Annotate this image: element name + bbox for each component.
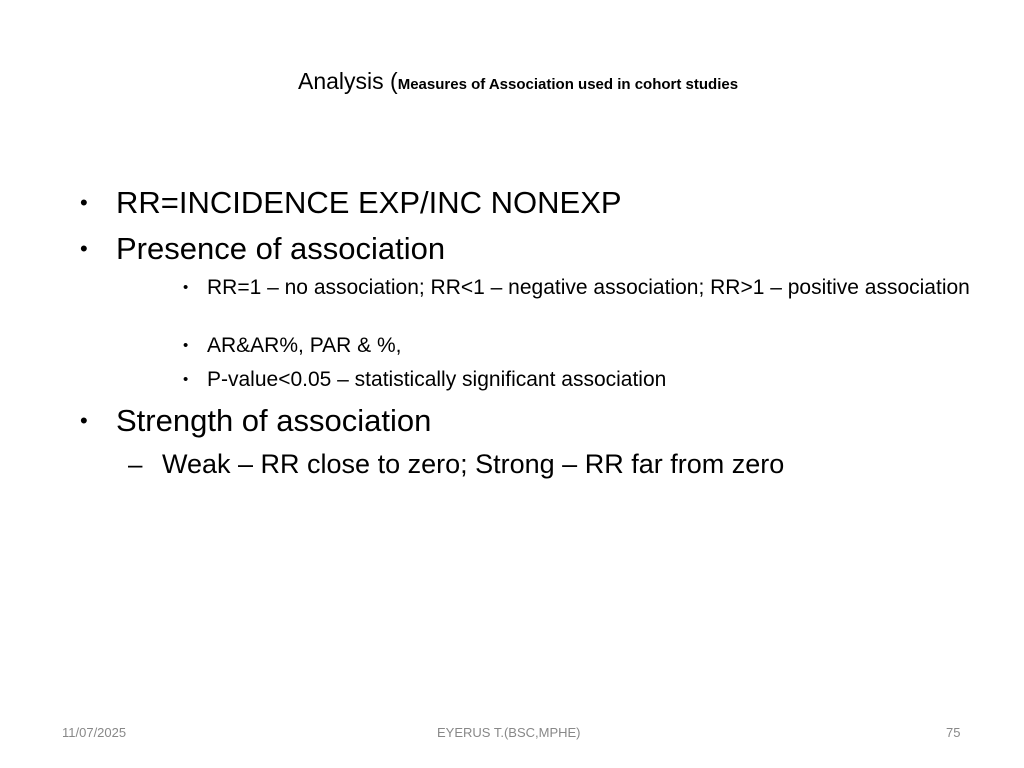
bullet-item — [80, 186, 622, 220]
bullet-text-rr-formula: RR=INCIDENCE EXP/INC NONEXP — [116, 185, 622, 220]
bullet-marker: • — [80, 236, 88, 261]
title-subtitle: Measures of Association used in cohort studies — [397, 76, 739, 93]
footer-date: 11/07/2025 — [62, 725, 127, 740]
title-main: Analysis ( — [298, 68, 398, 94]
bullet-item — [80, 232, 445, 266]
sub-bullet-text-ar-par: AR&AR%, PAR & %, — [207, 334, 402, 357]
sub-bullet-text-rr-values: RR=1 – no association; RR<1 – negative association; RR>1 – positive association — [207, 276, 970, 299]
bullet-marker: • — [183, 337, 189, 354]
dash-marker: – — [128, 449, 143, 479]
bullet-marker: • — [183, 371, 189, 388]
sub-bullet-item — [183, 333, 1007, 359]
bullet-marker: • — [80, 408, 88, 433]
bullet-item — [80, 404, 431, 438]
dash-item — [128, 449, 784, 479]
bullet-marker: • — [80, 190, 88, 215]
bullet-text-presence: Presence of association — [116, 231, 446, 266]
sub-bullet-item — [183, 367, 1007, 393]
sub-bullet-item — [183, 275, 1007, 301]
footer-page-number: 75 — [946, 725, 961, 740]
footer-author: EYERUS T.(BSC,MPHE) — [437, 725, 581, 740]
bullet-marker: • — [183, 279, 189, 296]
slide-title — [298, 70, 738, 93]
sub-bullet-text-p-value: P-value<0.05 – statistically significant association — [207, 368, 667, 391]
bullet-text-strength: Strength of association — [116, 403, 432, 438]
dash-text-weak-strong: Weak – RR close to zero; Strong – RR far from zero — [162, 449, 785, 479]
